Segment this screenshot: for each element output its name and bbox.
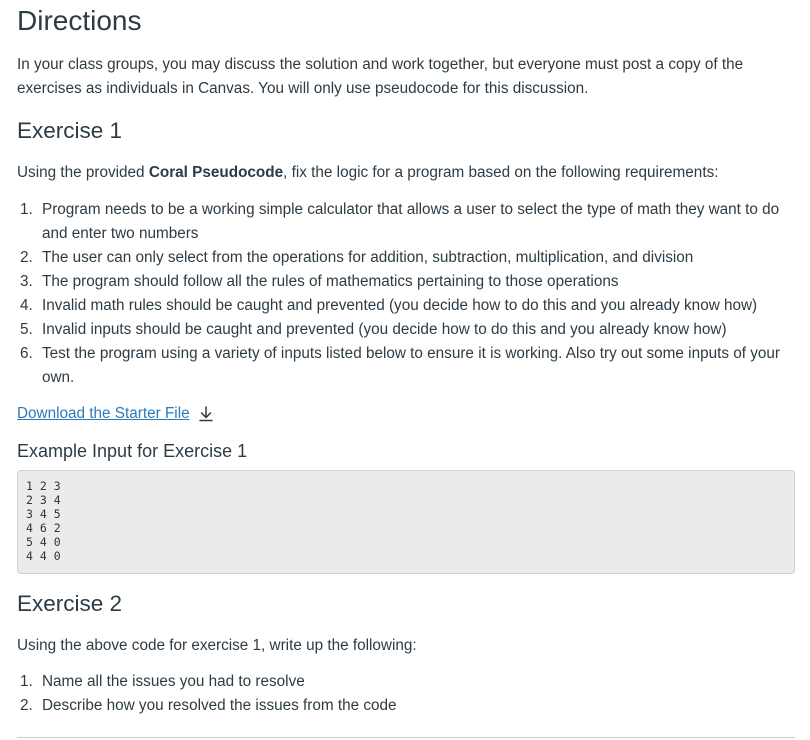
list-item-text: Name all the issues you had to resolve: [42, 673, 305, 690]
list-item-text: Test the program using a variety of inputs listed below to ensure it is working. Also try out some inputs of your own.: [42, 345, 781, 386]
exercise-2-list: [17, 670, 795, 718]
list-item: [17, 342, 795, 390]
lead-text-end: , fix the logic for a program based on the following requirements:: [283, 164, 719, 181]
exercise-1-lead: [17, 161, 795, 185]
list-number: 1.: [20, 673, 33, 690]
list-item-text: Invalid math rules should be caught and prevented (you decide how to do this and you already know how): [42, 297, 758, 314]
list-item: [17, 670, 795, 694]
exercise-1-requirements-list: [17, 198, 795, 390]
list-item: [17, 198, 795, 246]
download-starter-file-link[interactable]: [17, 402, 214, 426]
list-number: 1.: [20, 201, 33, 218]
list-number: 5.: [20, 321, 33, 338]
list-item: [17, 270, 795, 294]
page-title: Directions: [17, 5, 142, 36]
bottom-divider: [17, 737, 795, 738]
list-item-text: Describe how you resolved the issues from the code: [42, 697, 397, 714]
list-number: 3.: [20, 273, 33, 290]
list-item: [17, 294, 795, 318]
exercise-2-lead: Using the above code for exercise 1, write up the following:: [17, 637, 417, 654]
example-input-heading: Example Input for Exercise 1: [17, 441, 248, 461]
list-item: [17, 246, 795, 270]
list-item: [17, 318, 795, 342]
exercise-1-heading: Exercise 1: [17, 118, 123, 143]
list-number: 4.: [20, 297, 33, 314]
example-input-code-block: 1 2 3 2 3 4 3 4 5 4 6 2 5 4 0 4 4 0: [17, 470, 795, 574]
lead-text-start: Using the provided: [17, 164, 149, 181]
list-number: 2.: [20, 249, 33, 266]
download-icon: [198, 406, 214, 422]
list-number: 6.: [20, 345, 33, 362]
list-number: 2.: [20, 697, 33, 714]
coral-pseudocode-label: Coral Pseudocode: [148, 164, 284, 181]
intro-paragraph: In your class groups, you may discuss the solution and work together, but everyone must post a copy of the exercises as individuals in Canvas. You will only use pseudocode for this discussion.: [17, 56, 744, 97]
list-item-text: The program should follow all the rules of mathematics pertaining to those operations: [42, 273, 619, 290]
exercise-2-heading: Exercise 2: [17, 591, 123, 616]
download-link-label: Download the Starter File: [17, 405, 190, 422]
list-item: [17, 694, 795, 718]
list-item-text: Invalid inputs should be caught and prevented (you decide how to do this and you already know how): [42, 321, 727, 338]
list-item-text: Program needs to be a working simple calculator that allows a user to select the type of math they want to do and enter two numbers: [42, 201, 780, 242]
list-item-text: The user can only select from the operations for addition, subtraction, multiplication, and division: [42, 249, 694, 266]
